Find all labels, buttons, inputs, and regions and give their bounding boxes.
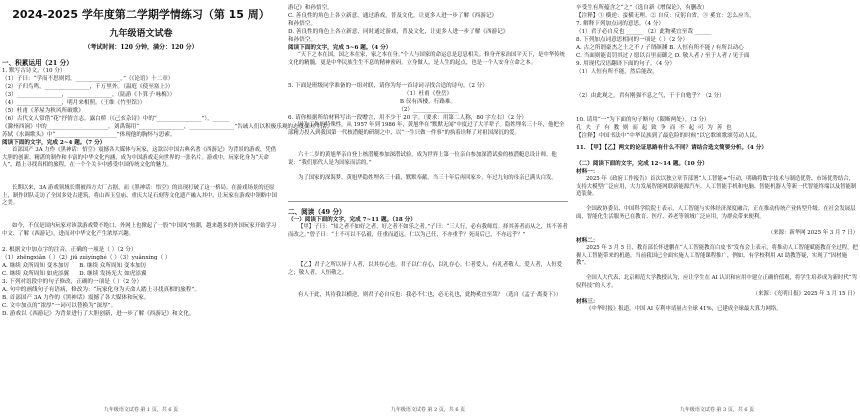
passage-paragraph: 六十二岁的黄旭华亲自登上核潜艇参加深潜试验，成为世界上第一位亲自参加深潜试验的核潜艇总设计师。他说：“我们那代人是为国家而活的。” bbox=[288, 152, 557, 166]
option-c: C. 继续 众所周知 如虎添翼 bbox=[2, 271, 70, 277]
material-text: 全国政协委员、中国科学院院士表示，人工智能与实体经济深度融合，正在推动传统产业转型升级。在社会发展层面，智能化生活服务已在教育、医疗、养老等领域广泛应用，为群众带来便利。 bbox=[576, 206, 856, 220]
question-line: A. 古之所谓豪杰之士之不 / 子谓颜渊 B. 人恒有所不能 / 有所以动心 bbox=[576, 45, 744, 51]
material-text: 《中华时报》报道，中国 AI 专利申请量占全球 41%，已建成全球最大算力网络。 bbox=[586, 306, 782, 312]
classical-text: 【乙】君子之所以异于人者，以其存心也。君子以仁存心，以礼存心。仁者爱人，有礼者敬人。爱人者，人恒爱之；敬人者，人恒敬之。 bbox=[288, 262, 563, 276]
material-text: 2025 年《政府工作报告》首次以独立章节部署“人工智能+”行动，明确将数字技术与制造优势、市场优势结合，支持大模型广泛应用，大力发展智能网联新能源汽车、人工智能手机和电脑、智能机器人等新一代智能终端以及智能制造装备。 bbox=[576, 176, 857, 198]
passage-paragraph: “天下之本在国，国之本在家，家之本在身。”个人与国家的命运总是息息相关。修身齐家治国平天下，是中华传统文化的精髓，更是中华民族生生不息的精神密码。立身做人，是人生的起点，也是一个人安身立命之本。 bbox=[288, 52, 565, 66]
page-3 bbox=[576, 0, 858, 416]
material-text: 2025 年 3 月 5 日，教育部长怀进鹏在“人工智能教育白皮书”发布会上表示，将推动人工智能赋能教育全过程，把握人工智能带来的机遇。当前我国已全面实施人工智能课程推广，例如，有学校利用 AI 助教答疑，实现了“因材施教”。 bbox=[576, 245, 858, 267]
question-line: （2）由此观之，君有刚强不息之气，于于自勉乎？（2 分） bbox=[576, 93, 725, 99]
section-heading: 一、积累运用（21 分） bbox=[2, 59, 73, 67]
classical-text: 有人于此，其待我以横逆，则君子必自反也：我必不仁也，必无礼也，此物奚宜至哉？（选自《孟子·离娄下》） bbox=[298, 292, 562, 298]
passage-paragraph: 首部国产 3A 力作《黑神话：悟空》震撼各大媒体与玩家，这款以中国古典名著《西游记》为背景的游戏，凭借大胆的创新、精湛的制作和丰富的中华文化内涵，成为中国游戏走向世界的一张名片。游戏中，玩家化身为“天命人”，踏上寻找真相的旅程，在一个个关卡中感受中国传统文化的魅力。 bbox=[2, 147, 277, 169]
material-source: （来源：《光明日报》2025 年 3 月 15 日） bbox=[752, 291, 858, 297]
question-line: 卒受生有所蕴含之“之”（选自新《增保论》，有删改） bbox=[576, 5, 708, 11]
material-source: （来源：新华网 2025 年 3 月 7 日） bbox=[767, 230, 858, 236]
page-footer: 九年级语文试卷 第 1 页，共 6 页 bbox=[103, 407, 179, 413]
grade-title: 九年级语文试卷 bbox=[109, 29, 173, 39]
question-1: 1. 默写古诗文。（10 分） bbox=[2, 68, 66, 74]
question-2: 2. 根据文中加点字的注音，正确的一项是（ ）（2 分） bbox=[2, 247, 137, 253]
question-line: 9. 用现代汉语翻译下面的句子。（4 分） bbox=[576, 61, 676, 67]
continued-line: 和孙悟空。 bbox=[288, 21, 316, 27]
continued-line: 和孙悟空。 bbox=[288, 37, 316, 43]
question-11: 11. 【甲】【乙】两文的论证思路有什么不同？请结合选文简要分析。（4 分） bbox=[576, 145, 767, 151]
q3-option: D. 游戏以《西游记》为背景进行了大胆创新，进一步了解《西游记》和文化。 bbox=[2, 311, 195, 317]
passage-paragraph: 为了国家的深海梦，黄旭华隐姓埋名三十载，默默奉献。当三十年后再回家乡，年过九旬的母亲已满头白发。 bbox=[298, 175, 557, 181]
continued-line: 游记》和孙悟空。 bbox=[288, 5, 333, 11]
option-d: D. 继续 发扬光大 如虎添翼 bbox=[79, 271, 147, 277]
poem-line: （2）________________ bbox=[398, 107, 458, 113]
option-b: B. 继续 众所周知 变本加厉 bbox=[79, 263, 147, 269]
material-label: 材料一： bbox=[576, 169, 599, 175]
question-5: 5. 下面是班级同学准备的一组对联，请你为每一首诗词寻找合适的诗句。（2 分） bbox=[288, 83, 488, 89]
material-label: 材料二： bbox=[576, 238, 599, 244]
reading-instruction: 阅读下面的文字，完成 2~4 题。（7 分） bbox=[2, 140, 106, 146]
exam-info: （考试时间：120 分钟，满分：120 分） bbox=[84, 44, 198, 51]
exam-title: 2024-2025 学年度第二学期学情练习（第 15 周） bbox=[12, 8, 270, 21]
option-a: A. 继续 众所周知 变本加厉 bbox=[2, 263, 70, 269]
passage-paragraph: 如今，不仅是国内玩家对该款游戏赞不绝口，外网上也掀起了一股“中国风”热潮，越来越多的外国玩家开始学习中文、了解《西游记》，进而对中华文化产生浓厚兴趣。 bbox=[2, 223, 277, 237]
question-line: 8. 下列加点词意思相同的一项是（ ）（2 分） bbox=[576, 37, 689, 43]
q10-note: 【注释】中国书法中“中华民族到了最危险的时候”以它歌颂歌颂劳动人民。 bbox=[576, 133, 761, 139]
q2-options-row bbox=[2, 270, 280, 278]
q1-line: （1）子曰：“学而不思则罔，________________。”（《论语》十二章） bbox=[2, 76, 174, 82]
question-3: 3. 下列对语段中的句子修改，正确的一项是（ ）（2 分） bbox=[2, 279, 143, 285]
q2-options-row bbox=[2, 262, 280, 270]
poem-line: B 仅有西楼，行路难。 bbox=[399, 99, 457, 105]
page-footer: 九年级语文试卷 第 2 页，共 6 页 bbox=[390, 407, 466, 413]
question-line: 7. 解释下列加点词的意思。（4 分） bbox=[576, 21, 664, 27]
q1-line: 《滁州西涧》中的______________________。刘禹锡用“________________，________________”告诫人们以积极乐观的态度面对生活； bbox=[2, 124, 333, 130]
classical-text: 【甲】子曰：“知之者不如好之者，好之者不如乐之者。”子曰：“三人行，必有我师焉。择其善者而从之，其不善者而改之。”曾子曰：“士不可以不弘毅，任重而道远。仁以为己任，不亦重乎？死而后已，不亦远乎？” bbox=[288, 224, 568, 238]
question-line: （1）君子必自反也 ______ （2）此物奚宜至哉 ______ bbox=[576, 29, 712, 35]
continued-line: C. 善良性的角色上各立新意，通过游戏，普及文化，让更多人进一步了解《西游记》 bbox=[288, 13, 498, 19]
passage-paragraph: 长期以来，3A 游戏领域长期被西方大厂占据，而《黑神话：悟空》的出现打破了这一格局。在游戏场景的还原上，制作团队走访了全国多处古建筑，将山西玉皇庙、重庆大足石刻等文化遗产融入其中，让玩家在游戏中领略中国之美。 bbox=[2, 185, 277, 207]
q1-line: （5）杜甫《茅屋为秋风所破歌》 bbox=[2, 108, 84, 114]
q1-line: （4）________________，明月来相照。（王维《竹里馆》） bbox=[2, 100, 146, 106]
reading-instruction: （二）阅读下面的文字，完成 12~14 题。（10 分） bbox=[576, 161, 708, 167]
q2-pinyin: （1）zhěngxiǎn（ ）（2）jiǔ zuìyínghé（ ）（3）yuǎnxíng（ ） bbox=[2, 255, 171, 261]
continued-line: D. 善良性的角色上各立新意，同时通过游戏，普及文化，让更多人进一步了解《西游记》 bbox=[288, 29, 509, 35]
passage-paragraph: 因为工作的特殊性，从 1957 年到 1986 年，黄旭华在“默默无闻”中度过了大半辈子。隐姓埋名三十年，他把全部精力投入到我国第一代核潜艇的研制之中，以“一生只做一件事”的执着诠释了对祖国深沉的爱。 bbox=[288, 122, 565, 136]
question-line: 【注释】① 横逆：蛮横无理。② 自反：反躬自省。③ 奚宜：怎么应当。 bbox=[576, 13, 755, 19]
page-2 bbox=[288, 0, 568, 416]
q1-line: （2）子归鸟鸣，________________，千万里外。（温庭《使至塞上》） bbox=[2, 84, 174, 90]
question-6: 6. 请你根据所给材料写出一段赠言，用不少于 20 字。（要求：用第二人称，80 字左右）（2 分） bbox=[288, 115, 527, 121]
q10-text: 孔 夫 子 有 教 则 而 起 致 争 而 不 起 可 为 善 也 bbox=[576, 125, 733, 131]
poem-line: （1）杜甫《登岳》 bbox=[403, 91, 453, 97]
divider bbox=[288, 201, 568, 202]
question-line: （1）人恒有所不能，然后能改。 bbox=[576, 69, 658, 75]
material-text: 全国人大代表、北京师范大学教授认为，应让学生在 AI 认识和应用中建立正确价值观，将学生培养成为新时代“驾驭科技”的人才。 bbox=[576, 275, 857, 289]
question-line: C. 当面则能责罚其过 / 愿以百里而御之 D. 敬人者 / 至于人者 / 见于面 bbox=[576, 53, 750, 59]
q1-line: （3）________________，________________。（陆游《卜算子·咏梅》） bbox=[2, 92, 176, 98]
q3-option: B. 首部国产 3A 力作的《黑神话》震撼了各大媒体和玩家。 bbox=[2, 295, 150, 301]
question-10: 10. 请用“一”为下面的句子断句（限断两处）。（3 分） bbox=[576, 117, 710, 123]
reading-instruction: （一）阅读下面的文字，完成 7~11 题。（18 分） bbox=[288, 217, 416, 223]
material-label: 材料三： bbox=[576, 299, 599, 305]
q1-line: （6）古代文人常借“花”抒情言志。露白桥（《己亥杂诗》中的“________________”），______ bbox=[2, 116, 230, 122]
q3-option: A. 句中的画线句子有语病，修改为：“玩家化身为天命人踏上寻找真相的旅程”。 bbox=[2, 287, 200, 293]
page-footer: 九年级语文试卷 第 3 页，共 6 页 bbox=[679, 407, 755, 413]
q3-option: C. 文中加点的“浓厚”一词可以替换为“深厚”。 bbox=[2, 303, 117, 309]
section-heading: 二、阅读（49 分） bbox=[288, 208, 346, 216]
reading-instruction: 阅读下面的文字，完成 5~6 题。（4 分） bbox=[288, 45, 392, 51]
q1-line: 苏轼《水调歌头》中“______________________”体现他的胸怀与思索。 bbox=[2, 132, 176, 138]
